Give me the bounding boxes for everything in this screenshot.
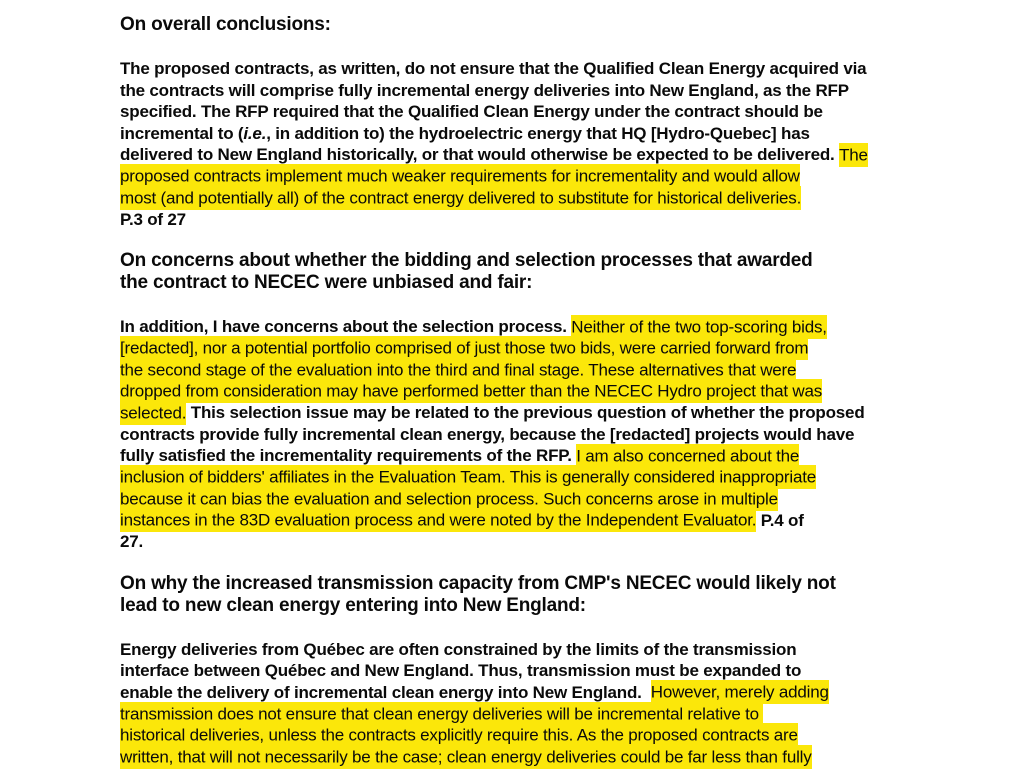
paragraph-line [120,187,920,209]
paragraph-line [120,746,920,768]
paragraph-line [120,725,920,747]
highlighted-text: I am also concerned about the [576,444,799,468]
paragraph-line [120,58,920,80]
text-segment: In addition, I have concerns about the selection process. [120,317,572,336]
paragraph-line [120,402,920,424]
highlighted-text: the second stage of the evaluation into the third and final stage. These alternatives that were [120,358,796,382]
paragraph-line [120,209,920,231]
text-segment: fully satisfied the incrementality requirements of the RFP. [120,446,577,465]
page-citation: P.3 of 27 [120,209,186,229]
paragraph-line [120,445,920,467]
highlighted-text: most (and potentially all) of the contract energy delivered to substitute for historical deliveries. [120,186,801,210]
heading-line: lead to new clean energy entering into New England: [120,594,586,616]
paragraph-line [120,123,920,145]
highlighted-text: instances in the 83D evaluation process and were noted by the Independent Evaluator. [120,508,756,532]
highlighted-text: written, that will not necessarily be the case; clean energy deliveries could be far less than fully [120,745,812,769]
text-segment: enable the delivery of incremental clean energy into New England. [120,682,651,702]
section-paragraph [120,639,920,768]
page-citation: 27. [120,532,144,551]
heading-line: On why the increased transmission capacity from CMP's NECEC would likely not [120,572,836,594]
document-section [120,573,920,768]
highlighted-text: selected. [120,401,186,425]
text-segment: i.e. [243,123,267,143]
text-segment: incremental to ( [120,123,244,143]
paragraph-line [120,424,920,446]
paragraph-line [120,101,920,123]
paragraph-line [120,682,920,704]
text-segment: Energy deliveries from Québec are often constrained by the limits of the transmission [120,639,797,659]
section-heading [120,573,920,617]
paragraph-line [120,80,920,102]
text-segment: The proposed contracts, as written, do not ensure that the Qualified Clean Energy acquired via [120,59,867,78]
page-citation: P.4 of [756,510,804,530]
paragraph-line [120,488,920,510]
heading-line: On concerns about whether the bidding and selection processes that awarded [120,250,813,271]
paragraph-line [120,660,920,682]
text-segment: specified. The RFP required that the Qualified Clean Energy under the contract should be [120,102,823,121]
paragraph-line [120,510,920,532]
highlighted-text: inclusion of bidders' affiliates in the Evaluation Team. This is generally considered inappropriate [120,465,816,489]
text-segment: interface between Québec and New England. Thus, transmission must be expanded to [120,661,802,680]
section-heading [120,250,920,294]
section-paragraph [120,58,920,230]
paragraph-line [120,144,920,166]
highlighted-text: because it can bias the evaluation and selection process. Such concerns arose in multiple [120,487,778,511]
highlighted-text: dropped from consideration may have performed better than the NECEC Hydro project that was [120,379,822,403]
text-segment: contracts provide fully incremental clean energy, because the [redacted] projects would have [120,424,855,444]
section-heading [120,14,920,36]
paragraph-line [120,703,920,725]
section-paragraph [120,316,920,553]
paragraph-line [120,359,920,381]
highlighted-text: However, merely adding [651,680,829,704]
document-section [120,250,920,553]
text-segment: , in addition to) the hydroelectric energy that HQ [Hydro-Quebec] has [266,123,810,143]
paragraph-line [120,639,920,661]
highlighted-text: Neither of the two top-scoring bids, [571,315,827,339]
document-content [120,14,920,768]
text-segment: the contracts will comprise fully incremental energy deliveries into New England, as the RFP [120,80,849,100]
paragraph-line [120,467,920,489]
paragraph-line [120,381,920,403]
highlighted-text: transmission does not ensure that clean energy deliveries will be incremental relative to [120,702,763,726]
document-section [120,14,920,230]
paragraph-line [120,338,920,360]
paragraph-line [120,316,920,338]
highlighted-text: The [839,143,868,167]
paragraph-line [120,531,920,553]
text-segment: delivered to New England historically, or that would otherwise be expected to be delivered. [120,145,840,164]
heading-line: On overall conclusions: [120,14,331,35]
heading-line: the contract to NECEC were unbiased and fair: [120,272,533,293]
highlighted-text: historical deliveries, unless the contracts explicitly require this. As the proposed contracts are [120,723,798,747]
highlighted-text: [redacted], nor a potential portfolio comprised of just those two bids, were carried forward from [120,336,808,360]
paragraph-line [120,166,920,188]
text-segment: This selection issue may be related to the previous question of whether the proposed [186,403,865,422]
highlighted-text: proposed contracts implement much weaker requirements for incrementality and would allow [120,164,800,188]
